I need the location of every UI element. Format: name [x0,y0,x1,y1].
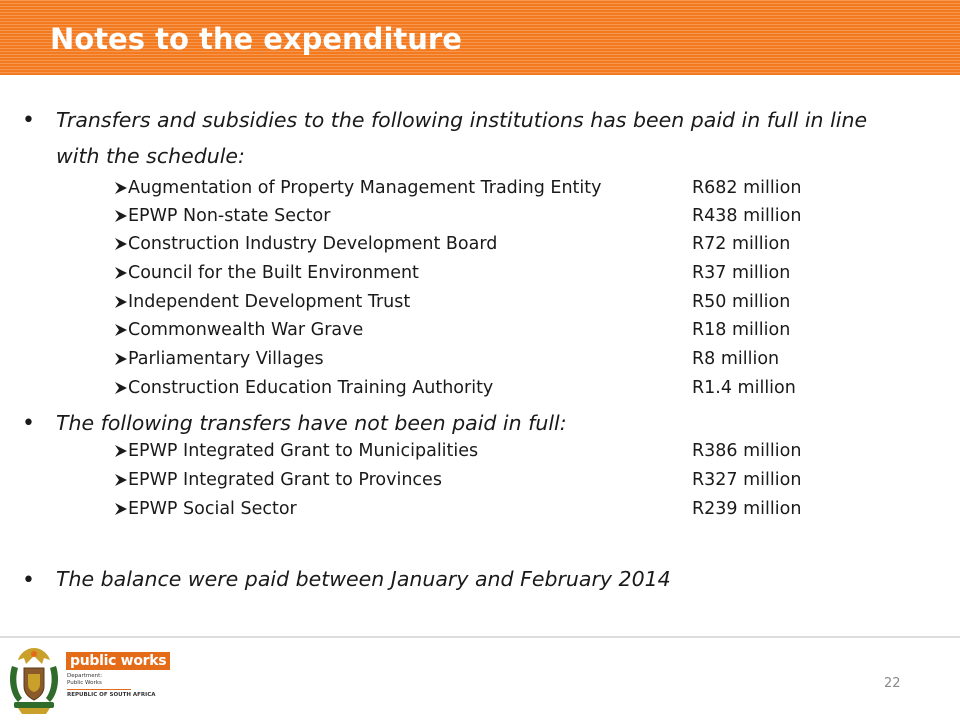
item-value: R438 million [692,206,802,226]
brand-line: Public Works [67,680,102,686]
arrow-right-icon [114,323,128,337]
item-value: R1.4 million [692,378,796,398]
title-bar [0,0,960,75]
item-value: R72 million [692,234,791,254]
not-paid-heading: The following transfers have not been paid in full: [56,411,567,435]
arrow-right-icon [114,295,128,309]
item-value: R239 million [692,499,802,519]
balance-note: The balance were paid between January and February 2014 [56,567,671,591]
brand-name: public works [66,652,170,670]
item-label: EPWP Integrated Grant to Municipalities [128,441,479,461]
item-value: R386 million [692,441,802,461]
bullet-dot-icon: • [22,568,35,593]
arrow-right-icon [114,473,128,487]
arrow-right-icon [114,266,128,280]
bullet-dot-icon: • [22,108,35,133]
arrow-right-icon [114,237,128,251]
item-label: EPWP Social Sector [128,499,297,519]
item-value: R37 million [692,263,791,283]
item-label: Construction Industry Development Board [128,234,498,254]
item-label: EPWP Integrated Grant to Provinces [128,470,442,490]
bullet-dot-icon: • [22,411,35,436]
page-number: 22 [884,676,901,691]
coat-of-arms-icon [4,644,64,716]
arrow-right-icon [114,209,128,223]
item-label: Independent Development Trust [128,292,411,312]
arrow-right-icon [114,181,128,195]
footer-divider [0,636,960,638]
item-value: R327 million [692,470,802,490]
item-label: Commonwealth War Grave [128,320,364,340]
arrow-right-icon [114,381,128,395]
item-label: EPWP Non-state Sector [128,206,331,226]
paid-in-full-heading: Transfers and subsidies to the following institutions has been paid in full in line with the schedule: [56,108,868,168]
slide-title: Notes to the expenditure [50,22,462,56]
item-value: R18 million [692,320,791,340]
department-brand [66,650,167,699]
brand-divider [67,689,131,690]
item-label: Council for the Built Environment [128,263,419,283]
item-value: R682 million [692,178,802,198]
arrow-right-icon [114,444,128,458]
arrow-right-icon [114,502,128,516]
item-label: Parliamentary Villages [128,349,324,369]
item-value: R8 million [692,349,780,369]
item-label: Augmentation of Property Management Trading Entity [128,178,602,198]
brand-line: Department: [67,673,103,679]
arrow-right-icon [114,352,128,366]
item-value: R50 million [692,292,791,312]
brand-country: REPUBLIC OF SOUTH AFRICA [67,692,156,698]
item-label: Construction Education Training Authority [128,378,494,398]
